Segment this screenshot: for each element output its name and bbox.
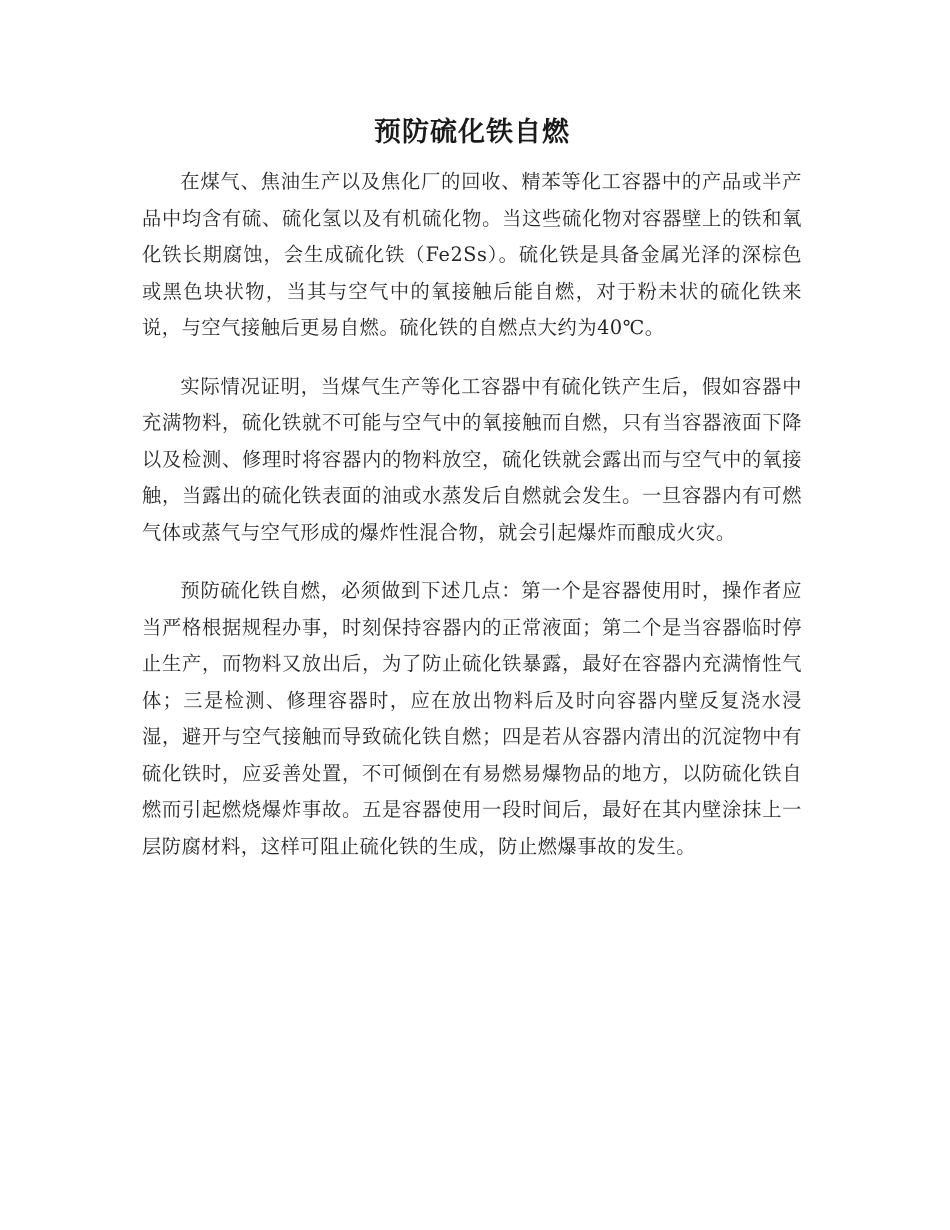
paragraph-3: 预防硫化铁自燃，必须做到下述几点：第一个是容器使用时，操作者应当严格根据规程办事，时刻保持容器内的正常液面；第二个是当容器临时停止生产，而物料又放出后，为了防止硫化铁暴露，最好在容器内充满惰性气体；三是检测、修理容器时，应在放出物料后及时向容器内壁反复浇水浸湿，避开与空气接触而导致硫化铁自燃；四是若从容器内清出的沉淀物中有硫化铁时，应妥善处置，不可倾倒在有易燃易爆物品的地方，以防硫化铁自燃而引起燃烧爆炸事故。五是容器使用一段时间后，最好在其内壁涂抹上一层防腐材料，这样可阻止硫化铁的生成，防止燃爆事故的发生。 [142, 579, 802, 858]
document-title: 预防硫化铁自燃 [374, 117, 570, 148]
paragraph-2: 实际情况证明，当煤气生产等化工容器中有硫化铁产生后，假如容器中充满物料，硫化铁就不可能与空气中的氧接触而自燃，只有当容器液面下降以及检测、修理时将容器内的物料放空，硫化铁就会露出而与空气中的氧接触，当露出的硫化铁表面的油或水蒸发后自燃就会发生。一旦容器内有可燃气体或蒸气与空气形成的爆炸性混合物，就会引起爆炸而酿成火灾。 [142, 374, 802, 544]
paragraph-1: 在煤气、焦油生产以及焦化厂的回收、精苯等化工容器中的产品或半产品中均含有硫、硫化氢以及有机硫化物。当这些硫化物对容器壁上的铁和氧化铁长期腐蚀，会生成硫化铁（Fe2Ss）。硫化铁是具备金属光泽的深棕色或黑色块状物，当其与空气中的氧接触后能自燃，对于粉未状的硫化铁来说，与空气接触后更易自燃。硫化铁的自燃点大约为40℃。 [142, 170, 802, 339]
document-body [142, 112, 802, 887]
